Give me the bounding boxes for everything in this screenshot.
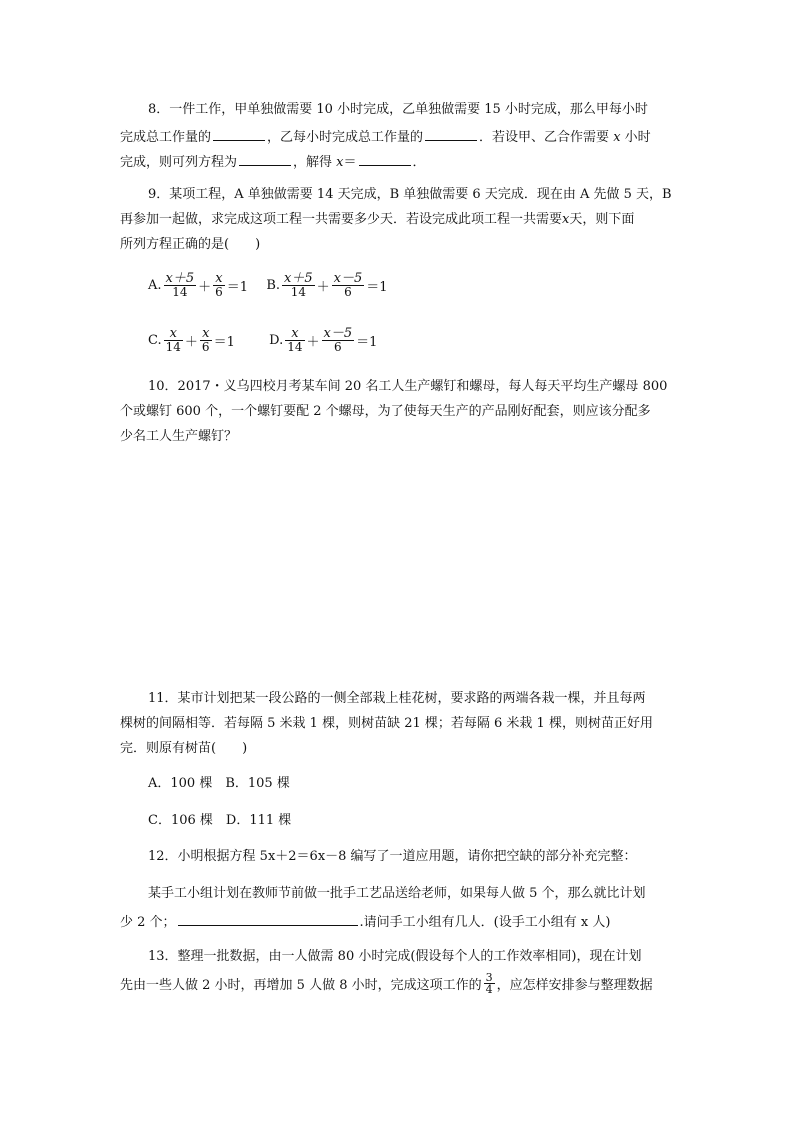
q9-option-c[interactable]: C. $\frac{x}{14}$ ＋ $\frac{x}{6}$ ＝1 — [148, 326, 235, 354]
q11-line-2: 棵树的间隔相等．若每隔 5 米栽 1 棵，则树苗缺 21 棵；若每隔 6 米栽 1 棵，则树苗正好用 — [120, 716, 653, 731]
q9-options-ab — [148, 272, 388, 299]
q13-line-1: 13．整理一批数据，由一人做需 80 小时完成(假设每个人的工作效率相同)，现在计划 — [148, 949, 642, 964]
q8-blank-4[interactable] — [359, 151, 411, 166]
q12-line-1: 12．小明根据方程 5x＋2＝6x－8 编写了一道应用题，请你把空缺的部分补充完整： — [148, 849, 637, 864]
fraction: $\frac{x-5}{6}$ — [323, 326, 353, 354]
q8-blank-2[interactable] — [425, 126, 477, 141]
fraction: $\frac{x-5}{6}$ — [333, 271, 363, 299]
q9-line-3: 所列方程正确的是( ) — [120, 237, 261, 252]
q12-line-3: 少 2 个； .请问手工小组有几人．(设手工小组有 x 人) — [120, 911, 610, 932]
q10-line-3: 少名工人生产螺钉？ — [120, 429, 238, 444]
q12-line-2: 某手工小组计划在教师节前做一批手工艺品送给老师，如果每人做 5 个，那么就比计划 — [148, 886, 646, 901]
fraction: $\frac{x}{14}$ — [165, 326, 181, 354]
q11-line-3: 完．则原有树苗( ) — [120, 741, 248, 756]
q9-line-2: 再参加一起做，求完成这项工程一共需要多少天．若设完成此项工程一共需要x天，则下面 — [120, 212, 635, 227]
q10-line-2: 个或螺钉 600 个，一个螺钉要配 2 个螺母，为了使每天生产的产品刚好配套，则应该分配多 — [120, 404, 651, 419]
q9-options-cd — [148, 327, 377, 354]
q8-line-3: 完成，则可列方程为 ，解得 x＝ ． — [120, 151, 426, 172]
q9-option-a[interactable]: A. $\frac{x+5}{14}$ ＋ $\frac{x}{6}$ ＝1 — [148, 271, 249, 299]
q12-blank[interactable] — [178, 911, 358, 926]
q8-line-2: 完成总工作量的 ，乙每小时完成总工作量的 ．若设甲、乙合作需要 x 小时 — [120, 126, 651, 147]
fraction: $\frac{x}{6}$ — [215, 271, 223, 299]
q8-blank-1[interactable] — [213, 126, 265, 141]
fraction: $\frac{x+5}{14}$ — [284, 271, 313, 299]
q11-options-cd[interactable]: C．106 棵 D．111 棵 — [148, 813, 292, 828]
q9-option-b[interactable]: B. $\frac{x+5}{14}$ ＋ $\frac{x-5}{6}$ ＝1 — [266, 271, 388, 299]
q8-line-1: 8．一件工作，甲单独做需要 10 小时完成，乙单独做需要 15 小时完成，那么甲每小时 — [148, 102, 648, 117]
q9-option-d[interactable]: D. $\frac{x}{14}$ ＋ $\frac{x-5}{6}$ ＝1 — [269, 326, 378, 354]
q8-blank-3[interactable] — [239, 151, 291, 166]
fraction: $\frac{x}{14}$ — [287, 326, 303, 354]
q11-line-1: 11．某市计划把某一段公路的一侧全部栽上桂花树，要求路的两端各栽一棵，并且每两 — [148, 691, 646, 706]
q10-line-1: 10．2017・义乌四校月考某车间 20 名工人生产螺钉和螺母，每人每天平均生产螺母 800 — [148, 379, 668, 394]
fraction: $\frac{x+5}{14}$ — [165, 271, 195, 299]
fraction: $\frac{3}{4}$ — [485, 971, 493, 996]
q13-line-2: 先由一些人做 2 小时，再增加 5 人做 8 小时，完成这项工作的 $\frac{3}{4}$ ，应怎样安排参与整理数据 — [120, 971, 653, 996]
fraction: $\frac{x}{6}$ — [201, 326, 210, 354]
q11-options-ab[interactable]: A．100 棵 B．105 棵 — [148, 776, 290, 791]
q9-line-1: 9．某项工程，A 单独做需要 14 天完成，B 单独做需要 6 天完成．现在由 A 先做 5 天，B — [148, 187, 672, 202]
